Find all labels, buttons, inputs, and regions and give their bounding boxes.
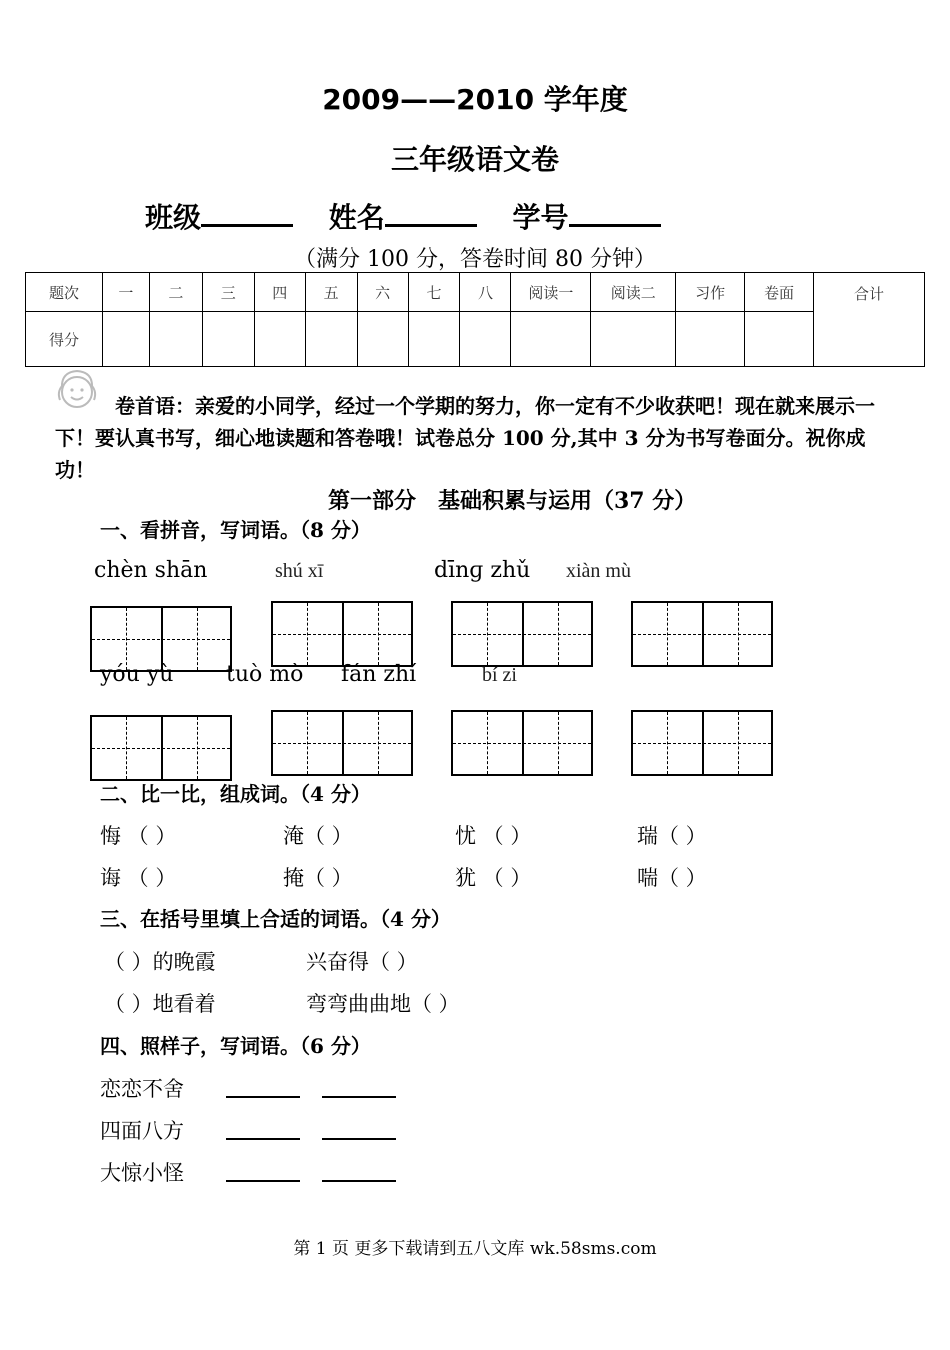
fill-item[interactable]: 弯弯曲曲地（ ） bbox=[306, 992, 460, 1016]
score-cell[interactable] bbox=[591, 312, 676, 367]
class-blank[interactable] bbox=[201, 198, 293, 227]
score-header-cell: 一 bbox=[102, 273, 149, 312]
answer-blank[interactable] bbox=[322, 1158, 396, 1182]
compare-item[interactable]: 喘（ ） bbox=[637, 866, 707, 890]
score-header-cell: 八 bbox=[460, 273, 511, 312]
example-word: 四面八方 bbox=[100, 1119, 184, 1143]
compare-item[interactable]: 诲 （ ） bbox=[100, 866, 177, 890]
score-cell[interactable] bbox=[202, 312, 254, 367]
score-cell[interactable] bbox=[305, 312, 357, 367]
score-header-total: 合计 bbox=[814, 273, 925, 367]
writing-grid[interactable] bbox=[451, 710, 593, 776]
answer-blank[interactable] bbox=[226, 1158, 300, 1182]
compare-item[interactable]: 犹 （ ） bbox=[455, 866, 532, 890]
exam-year: 2009——2010 学年度 bbox=[322, 83, 628, 116]
score-header-cell: 七 bbox=[408, 273, 460, 312]
writing-grid[interactable] bbox=[271, 710, 413, 776]
part1-title: 第一部分 基础积累与运用（37 分） bbox=[328, 488, 697, 514]
pinyin-label: chèn shān bbox=[94, 558, 208, 583]
compare-item[interactable]: 瑞（ ） bbox=[637, 824, 707, 848]
score-header-cell: 卷面 bbox=[745, 273, 814, 312]
score-header-cell: 四 bbox=[254, 273, 305, 312]
pinyin-label: dīnɡ zhǔ bbox=[434, 558, 531, 583]
pinyin-label: bí zi bbox=[482, 664, 517, 686]
score-header-cell: 阅读二 bbox=[591, 273, 676, 312]
score-cell[interactable] bbox=[676, 312, 745, 367]
compare-item[interactable]: 悔 （ ） bbox=[100, 824, 177, 848]
score-cell[interactable] bbox=[102, 312, 149, 367]
answer-blank[interactable] bbox=[322, 1074, 396, 1098]
compare-item[interactable]: 忧 （ ） bbox=[455, 824, 532, 848]
score-header-cell: 六 bbox=[357, 273, 408, 312]
score-header-cell: 阅读一 bbox=[511, 273, 591, 312]
preface-text: 卷首语：亲爱的小同学，经过一个学期的努力，你一定有不少收获吧！现在就来展示一下！要认真书写，细心地读题和答卷哦！试卷总分 100 分,其中 3 分为书写卷面分。祝你成功！ bbox=[55, 394, 875, 482]
score-row-label: 得分 bbox=[26, 312, 103, 367]
score-cell[interactable] bbox=[254, 312, 305, 367]
q2-heading: 二、比一比，组成词。（4 分） bbox=[100, 782, 371, 806]
score-header-cell: 五 bbox=[305, 273, 357, 312]
id-label: 学号 bbox=[512, 201, 569, 234]
exam-subtitle: （满分 100 分，答卷时间 80 分钟） bbox=[294, 247, 656, 272]
compare-item[interactable]: 掩（ ） bbox=[283, 866, 353, 890]
q3-heading: 三、在括号里填上合适的词语。（4 分） bbox=[100, 907, 451, 931]
pinyin-label: yóu yù bbox=[100, 662, 174, 687]
writing-grid[interactable] bbox=[271, 601, 413, 667]
example-word: 恋恋不舍 bbox=[100, 1077, 184, 1101]
student-info-line bbox=[145, 196, 687, 236]
answer-blank[interactable] bbox=[226, 1074, 300, 1098]
score-cell[interactable] bbox=[357, 312, 408, 367]
q4-heading: 四、照样子，写词语。（6 分） bbox=[100, 1034, 371, 1058]
fill-item[interactable]: （ ）地看着 bbox=[104, 992, 216, 1016]
exam-title: 三年级语文卷 bbox=[390, 143, 559, 176]
score-header-cell: 二 bbox=[149, 273, 202, 312]
pinyin-label: tuò mò bbox=[226, 662, 304, 687]
pinyin-label: shú xī bbox=[275, 560, 324, 582]
writing-grid[interactable] bbox=[631, 601, 773, 667]
score-cell[interactable] bbox=[408, 312, 460, 367]
example-word: 大惊小怪 bbox=[100, 1161, 184, 1185]
name-blank[interactable] bbox=[385, 198, 477, 227]
pinyin-label: fán zhí bbox=[341, 662, 417, 687]
score-cell[interactable] bbox=[460, 312, 511, 367]
writing-grid[interactable] bbox=[631, 710, 773, 776]
page-footer: 第 1 页 更多下载请到五八文库 wk.58sms.com bbox=[293, 1239, 657, 1259]
score-cell[interactable] bbox=[149, 312, 202, 367]
score-table bbox=[25, 272, 925, 367]
score-header-cell: 三 bbox=[202, 273, 254, 312]
score-header-cell: 习作 bbox=[676, 273, 745, 312]
writing-grid[interactable] bbox=[451, 601, 593, 667]
writing-grid[interactable] bbox=[90, 715, 232, 781]
fill-item[interactable]: 兴奋得（ ） bbox=[306, 950, 418, 974]
answer-blank[interactable] bbox=[322, 1116, 396, 1140]
score-header-cell: 题次 bbox=[26, 273, 103, 312]
score-cell[interactable] bbox=[511, 312, 591, 367]
id-blank[interactable] bbox=[569, 198, 661, 227]
score-cell[interactable] bbox=[745, 312, 814, 367]
fill-item[interactable]: （ ）的晚霞 bbox=[104, 950, 216, 974]
pinyin-label: xiàn mù bbox=[566, 560, 631, 582]
name-label: 姓名 bbox=[328, 201, 385, 234]
q1-heading: 一、看拼音，写词语。（8 分） bbox=[100, 518, 371, 542]
class-label: 班级 bbox=[145, 201, 202, 234]
compare-item[interactable]: 淹（ ） bbox=[283, 824, 353, 848]
answer-blank[interactable] bbox=[226, 1116, 300, 1140]
